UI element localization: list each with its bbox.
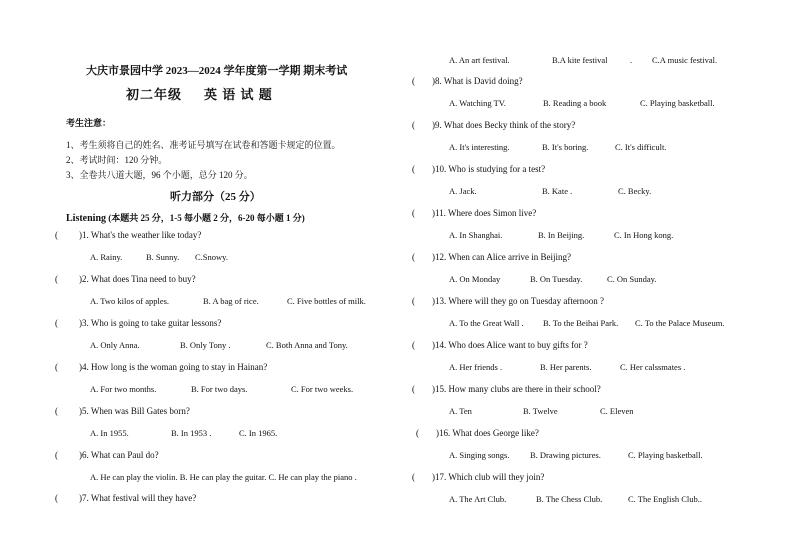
- answer-paren[interactable]: (: [412, 252, 415, 262]
- option: B. Her parents.: [540, 362, 592, 372]
- listening-label: Listening: [66, 213, 107, 224]
- option: A. Two kilos of apples.: [90, 296, 170, 306]
- answer-paren[interactable]: (: [55, 274, 58, 284]
- option: C. Becky.: [618, 186, 652, 196]
- question-text: )11. Where does Simon live?: [432, 208, 537, 218]
- option: A. He can play the violin. B. He can play the guitar. C. He can play the piano .: [90, 472, 357, 482]
- question-text: )7. What festival will they have?: [79, 493, 197, 503]
- answer-paren[interactable]: (: [412, 76, 415, 86]
- question-text: )10. Who is studying for a test?: [432, 164, 546, 174]
- question-text: )2. What does Tina need to buy?: [79, 274, 196, 284]
- option: B. Reading a book: [543, 98, 607, 108]
- question-text: )3. Who is going to take guitar lessons?: [79, 318, 222, 328]
- question-text: )15. How many clubs are there in their school?: [432, 384, 601, 394]
- option: A. Watching TV.: [449, 98, 506, 108]
- question-text: )1. What's the weather like today?: [79, 230, 202, 240]
- question-text: )9. What does Becky think of the story?: [432, 120, 576, 130]
- answer-paren[interactable]: (: [412, 208, 415, 218]
- option: A. Her friends .: [449, 362, 503, 372]
- option: B. A bag of rice.: [203, 296, 259, 306]
- option: A. An art festival.: [449, 55, 510, 65]
- option: B. In Beijing.: [538, 230, 585, 240]
- option: A. Rainy.: [90, 252, 123, 262]
- option: C. Playing basketball.: [628, 450, 703, 460]
- answer-paren[interactable]: (: [55, 450, 58, 460]
- question-text: )14. Who does Alice want to buy gifts for ?: [432, 340, 588, 350]
- option: C. In Hong kong.: [614, 230, 674, 240]
- option: B. To the Beihai Park.: [543, 318, 619, 328]
- option: A. It's interesting.: [449, 142, 510, 152]
- option: C. For two weeks.: [291, 384, 354, 394]
- answer-paren[interactable]: (: [412, 384, 415, 394]
- answer-paren[interactable]: (: [412, 340, 415, 350]
- option: B. Twelve: [523, 406, 558, 416]
- option: B. In 1953 .: [171, 428, 212, 438]
- question-text: )16. What does George like?: [436, 428, 539, 438]
- listening-note: (本题共 25 分，1-5 每小题 2 分，6-20 每小题 1 分): [108, 213, 305, 223]
- answer-paren[interactable]: (: [412, 296, 415, 306]
- option: C. Eleven: [600, 406, 634, 416]
- option: B. It's boring.: [542, 142, 589, 152]
- grade-label: 初二年级: [126, 87, 183, 102]
- section-title: 听力部分（25 分）: [170, 191, 261, 203]
- question-text: )8. What is David doing?: [432, 76, 523, 86]
- option: A. In 1955.: [90, 428, 129, 438]
- option: C. The English Club..: [628, 494, 702, 504]
- notice-item: 2、考试时间：120 分钟。: [66, 155, 168, 165]
- answer-paren[interactable]: (: [55, 493, 58, 503]
- subject-label: 英 语 试 题: [204, 87, 273, 102]
- option: C. Five bottles of milk.: [287, 296, 366, 306]
- question-text: )13. Where will they go on Tuesday afternoon ?: [432, 296, 605, 306]
- option: C. Playing basketball.: [640, 98, 715, 108]
- answer-paren[interactable]: (: [412, 120, 415, 130]
- answer-paren[interactable]: (: [55, 362, 58, 372]
- option: C.Snowy.: [195, 252, 228, 262]
- option: B. Kate .: [542, 186, 573, 196]
- option: A. Only Anna.: [90, 340, 140, 350]
- exam-title: 大庆市景园中学 2023—2024 学年度第一学期 期末考试: [86, 65, 348, 77]
- question-text: )4. How long is the woman going to stay in Hainan?: [79, 362, 268, 372]
- listening-header: [66, 211, 305, 224]
- option: C. On Sunday.: [607, 274, 657, 284]
- option: A. Ten: [449, 406, 472, 416]
- option: C. Both Anna and Tony.: [266, 340, 348, 350]
- notice-item: 1、考生须将自己的姓名、准考证号填写在试卷和答题卡规定的位置。: [66, 140, 341, 150]
- option: A. In Shanghai.: [449, 230, 503, 240]
- answer-paren[interactable]: (: [55, 406, 58, 416]
- notice-heading: 考生注意：: [66, 118, 112, 128]
- question-text: )5. When was Bill Gates born?: [79, 406, 190, 416]
- option: B. The Chess Club.: [536, 494, 603, 504]
- question-text: )12. When can Alice arrive in Beijing?: [432, 252, 572, 262]
- answer-paren[interactable]: (: [55, 230, 58, 240]
- option: C.A music festival.: [652, 55, 718, 65]
- answer-paren[interactable]: (: [412, 472, 415, 482]
- option: A. For two months.: [90, 384, 157, 394]
- option: B. Only Tony .: [180, 340, 231, 350]
- option: A. Singing songs.: [449, 450, 510, 460]
- answer-paren[interactable]: (: [416, 428, 419, 438]
- option: A. On Monday: [449, 274, 501, 284]
- answer-paren[interactable]: (: [412, 164, 415, 174]
- option: A. The Art Club.: [449, 494, 507, 504]
- option: B. For two days.: [191, 384, 248, 394]
- question-text: )6. What can Paul do?: [79, 450, 159, 460]
- option-dot: .: [630, 55, 633, 65]
- option: B.A kite festival: [552, 55, 608, 65]
- answer-paren[interactable]: (: [55, 318, 58, 328]
- option: C. It's difficult.: [615, 142, 667, 152]
- option: B. Drawing pictures.: [530, 450, 601, 460]
- notice-item: 3、全卷共八道大题，96 个小题，总分 120 分。: [66, 170, 253, 180]
- question-text: )17. Which club will they join?: [432, 472, 545, 482]
- option: B. Sunny.: [146, 252, 180, 262]
- option: A. Jack.: [449, 186, 477, 196]
- option: C. In 1965.: [239, 428, 278, 438]
- option: B. On Tuesday.: [530, 274, 583, 284]
- option: C. Her calssmates .: [620, 362, 686, 372]
- option: A. To the Great Wall .: [449, 318, 524, 328]
- option: C. To the Palace Museum.: [635, 318, 725, 328]
